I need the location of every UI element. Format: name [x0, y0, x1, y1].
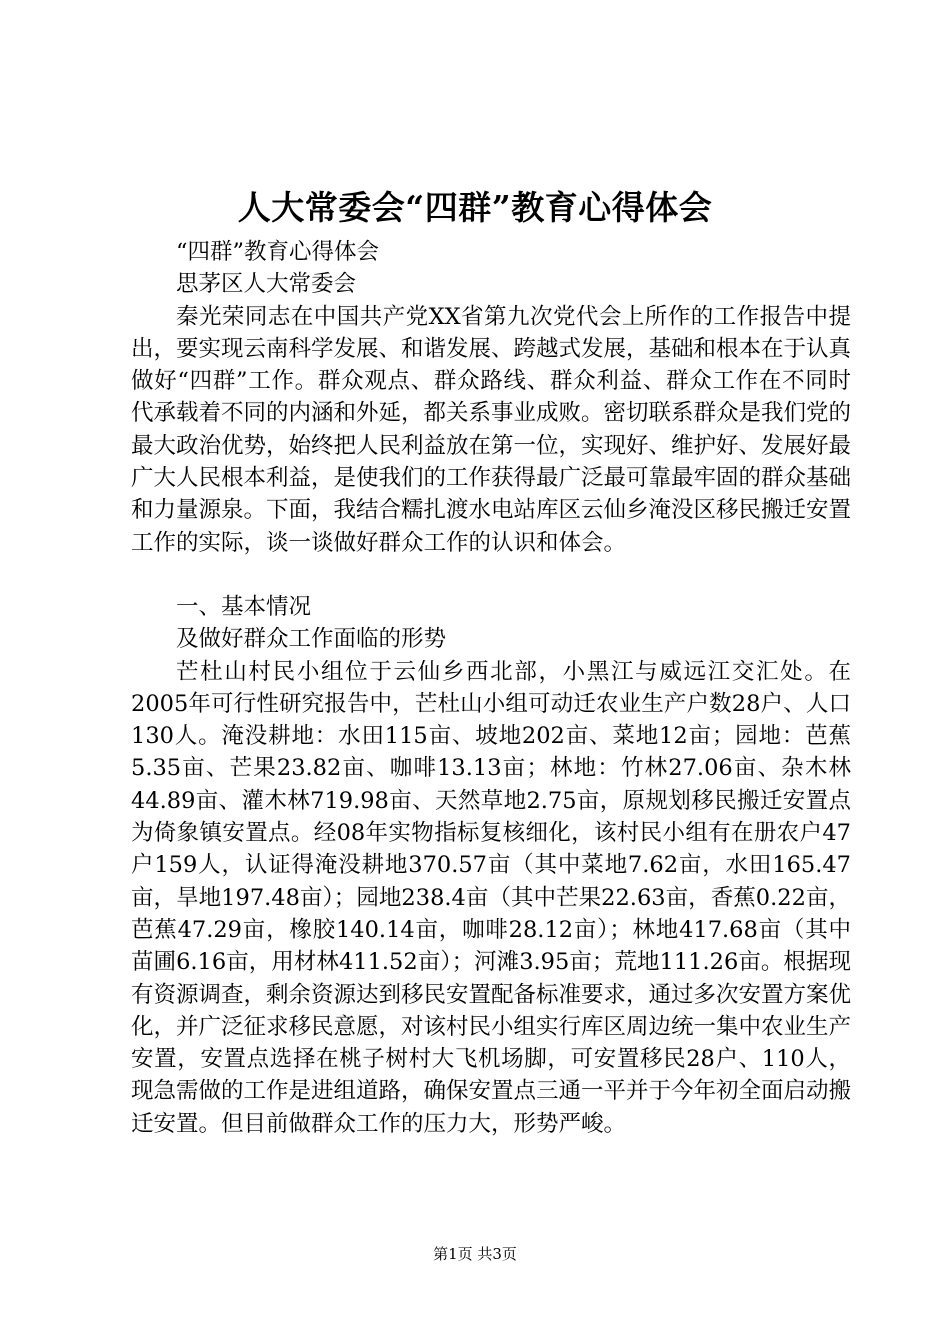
section-heading: 一、基本情况 — [176, 593, 312, 620]
paragraph-basic-situation: 芒杜山村民小组位于云仙乡西北部，小黑江与威远江交汇处。在2005年可行性研究报告中，芒杜山小组可动迁农业生产户数28户、人口130人。淹没耕地：水田115亩、坡地202亩、菜地12亩；园地：芭蕉5.35亩、芒果23.82亩、咖啡13.13亩；林地：竹林27.06亩、杂木林44.89亩、灌木林719.98亩、天然草地2.75亩，原规划移民搬迁安置点为倚象镇安置点。经08年实物指标复核细化，该村民小组有在册农户47户159人，认证得淹没耕地370.57亩（其中菜地7.62亩，水田165.47亩，旱地197.48亩）；园地238.4亩（其中芒果22.63亩，香蕉0.22亩，芭蕉47.29亩，橡胶140.14亩，咖啡28.12亩）；林地417.68亩（其中苗圃6.16亩，用材林411.52亩）；河滩3.95亩；荒地111.26亩。根据现有资源调查，剩余资源达到移民安置配备标准要求，通过多次安置方案优化，并广泛征求移民意愿，对该村民小组实行库区周边统一集中农业生产安置，安置点选择在桃子树村大飞机场脚，可安置移民28户、110人，现急需做的工作是进组道路，确保安置点三通一平并于今年初全面启动搬迁安置。但目前做群众工作的压力大，形势严峻。 — [131, 658, 852, 1137]
paragraph-intro: 秦光荣同志在中国共产党XX省第九次党代会上所作的工作报告中提出，要实现云南科学发展、和谐发展、跨越式发展，基础和根本在于认真做好“四群”工作。群众观点、群众路线、群众利益、群众工作在不同时代承载着不同的内涵和外延，都关系事业成败。密切联系群众是我们党的最大政治优势，始终把人民利益放在第一位，实现好、维护好、发展好最广大人民根本利益，是使我们的工作获得最广泛最可靠最牢固的群众基础和力量源泉。下面，我结合糯扎渡水电站库区云仙乡淹没区移民搬迁安置工作的实际，谈一谈做好群众工作的认识和体会。 — [131, 303, 852, 556]
section-subheading: 及做好群众工作面临的形势 — [176, 626, 447, 653]
page-number-footer: 第1页 共3页 — [433, 1245, 517, 1263]
author-line: 思茅区人大常委会 — [176, 271, 357, 298]
document-body — [131, 236, 851, 1140]
subtitle: “四群”教育心得体会 — [176, 239, 380, 265]
document-title: 人大常委会“四群”教育心得体会 — [237, 188, 713, 227]
paragraph-gap — [131, 559, 851, 591]
